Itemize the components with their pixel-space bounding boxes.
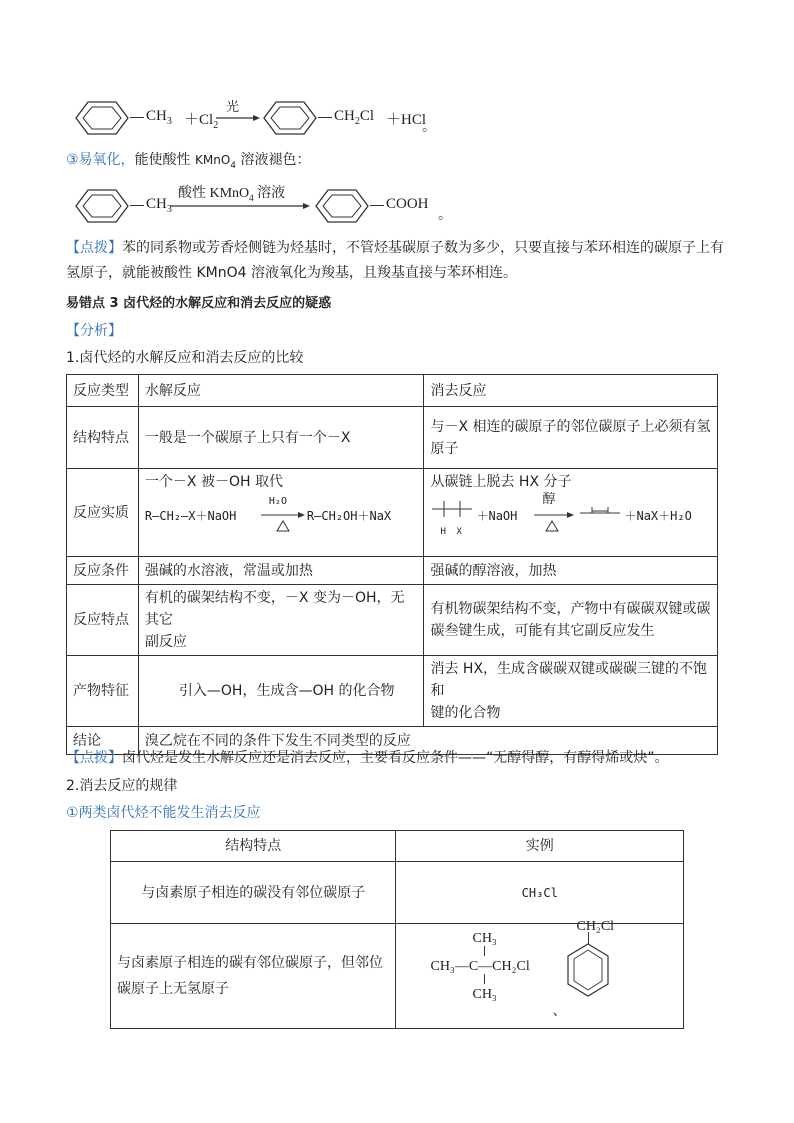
tip1-line1: 【点拨】苯的同系物或芳香烃侧链为烃基时，不管烃基碳原子数为多少，只要直接与苯环相连的碳原子上有 [66,240,724,256]
subsection-2-1: ①两类卤代烃不能发生消去反应 [66,805,261,821]
alkene-skeleton-icon [578,503,622,521]
equation-chlorination: $CH_3$ $+Cl_2$ 光 $CH_2Cl$ ＋HCl 。 [66,96,666,140]
header-type: 反应类型 [67,375,139,407]
subsection-1: 1.卤代烃的水解反应和消去反应的比较 [66,350,304,366]
tip1-line2: 氢原子，就能被酸性 KMnO4 溶液氧化为羧基，且羧基直接与苯环相连。 [66,265,517,281]
subsection-2: 2.消去反应的规律 [66,778,178,794]
ch2cl-label: CH [334,108,355,124]
header-elimination: 消去反应 [424,375,718,407]
benzene-ring-icon [74,100,130,136]
comparison-table: 反应类型 水解反应 消去反应 结构特点 一般是一个碳原子上只有一个－X 与－X 相连的碳原子的邻位碳原子上必须有氢 原子 反应实质 一个－X 被－OH 取代 R—CH₂—X＋NaOH H₂O R—CH₂OH＋NaX 从碳链上脱去 HX 分子 H X ＋NaOH 醇 ＋NaX＋H₂O 反应条件 强碱的水溶液，常温或加热 强碱的醇溶液，加热 反应特点 有机的碳架结构不变，－X 变为－OH，无其它 副反应 有机物碳架结构不变，产物中有碳碳双键或碳 碳叁键生成，可能有其它副反应发生 产物特征 引入—OH，生成含—OH 的化合物 消去 HX，生成含碳碳双键或碳碳三键的不饱和 键的化合物 结论 溴乙烷在不同的条件下发生不同类型的反应 [66,374,718,755]
section-title: 易错点 3 卤代烃的水解反应和消去反应的疑惑 [66,296,332,311]
item3-line: ③易氧化，能使酸性 KMnO$_4$ 溶液褪色： [66,152,311,171]
neopentyl-chloride-formula: CH₃—C—CH₂Cl [430,959,530,974]
header-hydrolysis: 水解反应 [138,375,424,407]
benzene-ring-icon [262,100,318,136]
reaction-arrow-icon [534,511,574,533]
analysis-label: 【分析】 [66,323,122,339]
ch3-label: CH [146,108,167,124]
benzene-ring-icon [74,188,130,224]
tip2-line: 【点拨】卤代烃是发生水解反应还是消去反应，主要看反应条件——“无醇得醇，有醇得烯或炔”。 [66,750,669,766]
oxidation-condition: 酸性 KMnO [178,186,250,201]
cooh-label: COOH [386,196,429,212]
light-condition: 光 [226,100,240,115]
plus-hcl-label: ＋HCl [386,112,427,128]
elimination-exceptions-table: 结构特点 实例 与卤素原子相连的碳没有邻位碳原子 CH₃Cl 与卤素原子相连的碳有邻位碳原子，但邻位 碳原子上无氢原子 CH₃ CH₃—C—CH₂Cl CH₃ CH₂Cl 、 [110,830,684,1029]
equation-oxidation: $CH_3$ 酸性 KMnO$_4$ 溶液 COOH 。 [66,182,666,228]
alkyl-skeleton-icon [430,497,474,529]
benzene-ring-icon [314,188,370,224]
reaction-arrow-icon [216,114,260,122]
benzene-ring-icon [566,942,610,1002]
plus-cl2-label: ＋Cl [184,112,214,128]
reaction-arrow-icon [261,511,305,533]
reaction-arrow-icon [170,202,310,210]
